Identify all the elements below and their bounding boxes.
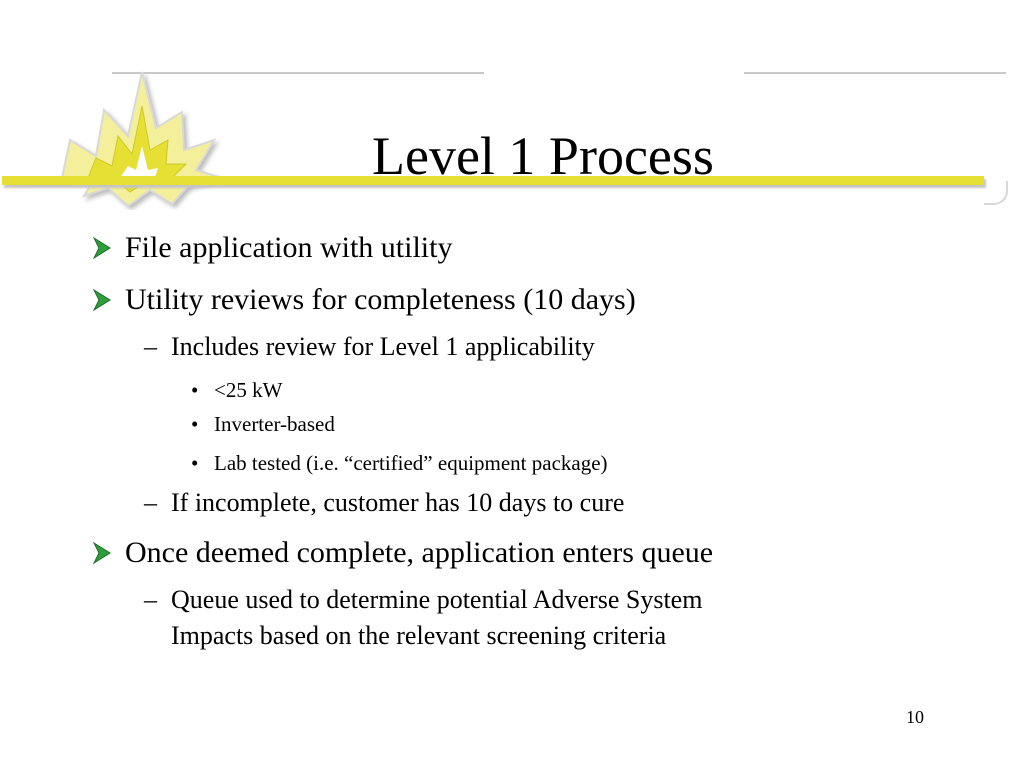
dash-bullet: – — [144, 488, 157, 517]
dot-bullet: • — [191, 451, 199, 475]
sub-bullet-item-line2: Impacts based on the relevant screening criteria — [171, 621, 667, 650]
sub-sub-bullet-item: Lab tested (i.e. “certified” equipment package) — [214, 451, 608, 475]
arrow-bullet-icon — [92, 237, 112, 259]
bullet-item: Utility reviews for completeness (10 days) — [125, 283, 636, 316]
page-number: 10 — [906, 707, 924, 727]
arrow-bullet-icon — [92, 289, 112, 311]
dot-bullet: • — [191, 378, 199, 402]
bullet-item: File application with utility — [125, 231, 453, 264]
dash-bullet: – — [144, 332, 157, 361]
sub-bullet-item: Includes review for Level 1 applicability — [171, 332, 595, 361]
sub-bullet-item: If incomplete, customer has 10 days to cure — [171, 488, 625, 517]
sub-sub-bullet-item: <25 kW — [214, 378, 283, 402]
dot-bullet: • — [191, 412, 199, 436]
sub-sub-bullet-item: Inverter-based — [214, 412, 335, 436]
arrow-bullet-icon — [92, 542, 112, 564]
sub-bullet-item-line1: Queue used to determine potential Adverse System — [171, 585, 703, 614]
dash-bullet: – — [144, 585, 157, 614]
slide-title: Level 1 Process — [372, 126, 714, 186]
bullet-item: Once deemed complete, application enters queue — [125, 536, 714, 569]
